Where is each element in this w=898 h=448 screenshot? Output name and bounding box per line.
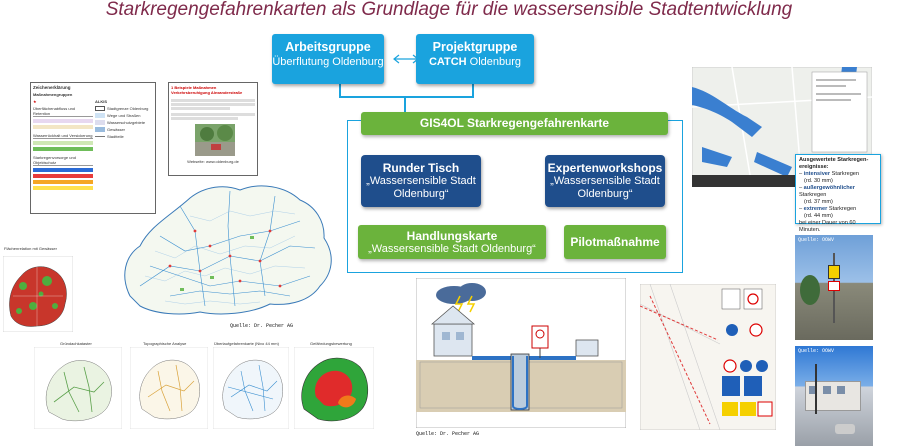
projektgruppe-title: Projektgruppe: [432, 40, 518, 54]
photo-caption: Quelle: OOWV: [798, 237, 835, 243]
small-map-green: [34, 347, 122, 429]
legend-section-1: Überflächenabfluss und Retention: [33, 106, 93, 117]
projektgruppe-box: [416, 34, 534, 84]
legend-alkis-item: Wasserschutzgebiete: [107, 120, 146, 125]
starkregen-info-box: Ausgewertete Starkregen-ereignisse: – intensiver Starkregen (rd. 30 mm) – außergewöhnlicher Starkregen (rd. 37 mm) – extremer Starkregen (rd. 44 mm) bei einer Dauer von 60 Minuten.: [795, 154, 881, 224]
pilotmassnahme-title: Pilotmaßnahme: [570, 235, 660, 249]
info-card-heading: 1 Beispiele Maßnahmen Verkehrsberuhigung Alexanderstraße: [171, 85, 243, 95]
starkregen-item-rest: Starkregen: [830, 171, 860, 177]
page-title: Starkregengefahrenkarten als Grundlage für die wassersensible Stadtentwicklung: [105, 0, 793, 20]
small-map-flow: [213, 347, 289, 429]
expertenworkshops-line2: Oldenburg“: [577, 188, 633, 200]
handlungskarte-title: Handlungskarte: [406, 229, 498, 243]
small-map-caption: Topographische Analyse: [143, 341, 187, 346]
info-card: [168, 82, 258, 176]
runder-tisch-title: Runder Tisch: [382, 161, 460, 175]
projektgruppe-city: Oldenburg: [466, 56, 522, 68]
pilotmassnahme-box: [564, 225, 666, 259]
legend-massnahmengruppen: Maßnahmengruppen: [33, 92, 73, 97]
runder-tisch-line2: Oldenburg“: [393, 188, 449, 200]
runder-tisch-line1: „Wassersensible Stadt: [366, 175, 476, 187]
legend-alkis-item: Stadtteile: [107, 134, 124, 139]
projektgruppe-catch: CATCH: [428, 56, 467, 68]
starkregen-heading: Ausgewertete Starkregen-ereignisse:: [799, 157, 869, 170]
starkregen-item-label: extremer: [803, 206, 828, 212]
arbeitsgruppe-title: Arbeitsgruppe: [285, 40, 371, 54]
small-map-topo: [130, 347, 208, 429]
arbeitsgruppe-box: [272, 34, 384, 84]
starkregen-item-detail: (rd. 44 mm): [804, 213, 833, 219]
connector-line: [339, 96, 474, 98]
cross-section-diagram: [416, 278, 626, 428]
small-map-caption: Überlaufgefahrenkarte (Nivo 44 mm): [214, 341, 279, 346]
small-map-caption: Gefährdungsbewertung: [310, 341, 352, 346]
legend-section-2: Wasserrückhalt und Versickerung: [33, 133, 93, 138]
source-caption: Quelle: Dr. Pecher AG: [230, 323, 294, 329]
starkregen-item-rest: Starkregen: [799, 192, 827, 198]
photo-caption: Quelle: OOWV: [798, 348, 835, 354]
handlungskarte-line1: „Wassersensible Stadt Oldenburg“: [368, 243, 536, 255]
legend-alkis-item: Wege und Straßen: [107, 113, 141, 118]
runder-tisch-box: [361, 155, 481, 207]
starkregen-item-rest: Starkregen: [827, 206, 857, 212]
expertenworkshops-line1: „Wassersensible Stadt: [550, 175, 660, 187]
street-sketch: [640, 284, 776, 430]
starkregen-item-label: intensiver: [803, 171, 831, 177]
legend-alkis-item: Gewässer: [107, 127, 126, 132]
source-caption: Quelle: Dr. Pecher AG: [416, 431, 480, 437]
photo-street-signs: [795, 235, 873, 340]
starkregen-item-label: außergewöhnlicher: [803, 185, 855, 191]
connector-line: [404, 96, 406, 112]
street-photo: [195, 124, 235, 156]
legend-alkis: ALKIS: [95, 99, 107, 104]
arbeitsgruppe-subtitle: Überflutung Oldenburg: [272, 56, 384, 68]
starkregen-item-detail: (rd. 30 mm): [804, 178, 833, 184]
small-map-risk: [294, 347, 374, 429]
expertenworkshops-box: [545, 155, 665, 207]
city-network-map: [110, 176, 346, 324]
legend-alkis-item: Stadtgrenze Oldenburg: [107, 106, 149, 111]
map-left-caption: Flächenrelation mit Gewässer: [4, 246, 57, 251]
starkregen-footer: bei einer Dauer von 60 Minuten.: [799, 220, 856, 233]
expertenworkshops-title: Expertenworkshops: [547, 161, 663, 175]
map-legend: Zeichenerklärung Maßnahmengruppen ★ Überflächenabfluss und Retention Wasserrückhalt und Versickerung Starkregenvorsorge und Objektschutz ALKIS Stadtgrenze Oldenburg Wege und Straßen Wasserschutzgebiete Gewässer Stadtteile: [30, 82, 156, 214]
gis4ol-bar: GIS4OL Starkregengefahrenkarte: [361, 112, 668, 135]
photo-street-traffic: [795, 346, 873, 446]
legend-section-3: Starkregenvorsorge und Objektschutz: [33, 155, 93, 166]
small-map-caption: Gründachkataster: [60, 341, 92, 346]
flood-map-left: [3, 256, 73, 332]
handlungskarte-box: [358, 225, 546, 259]
starkregen-item-detail: (rd. 37 mm): [804, 199, 833, 205]
legend-header: Zeichenerklärung: [33, 85, 71, 90]
info-card-footer: Webseite: www.oldenburg.de: [187, 159, 239, 164]
